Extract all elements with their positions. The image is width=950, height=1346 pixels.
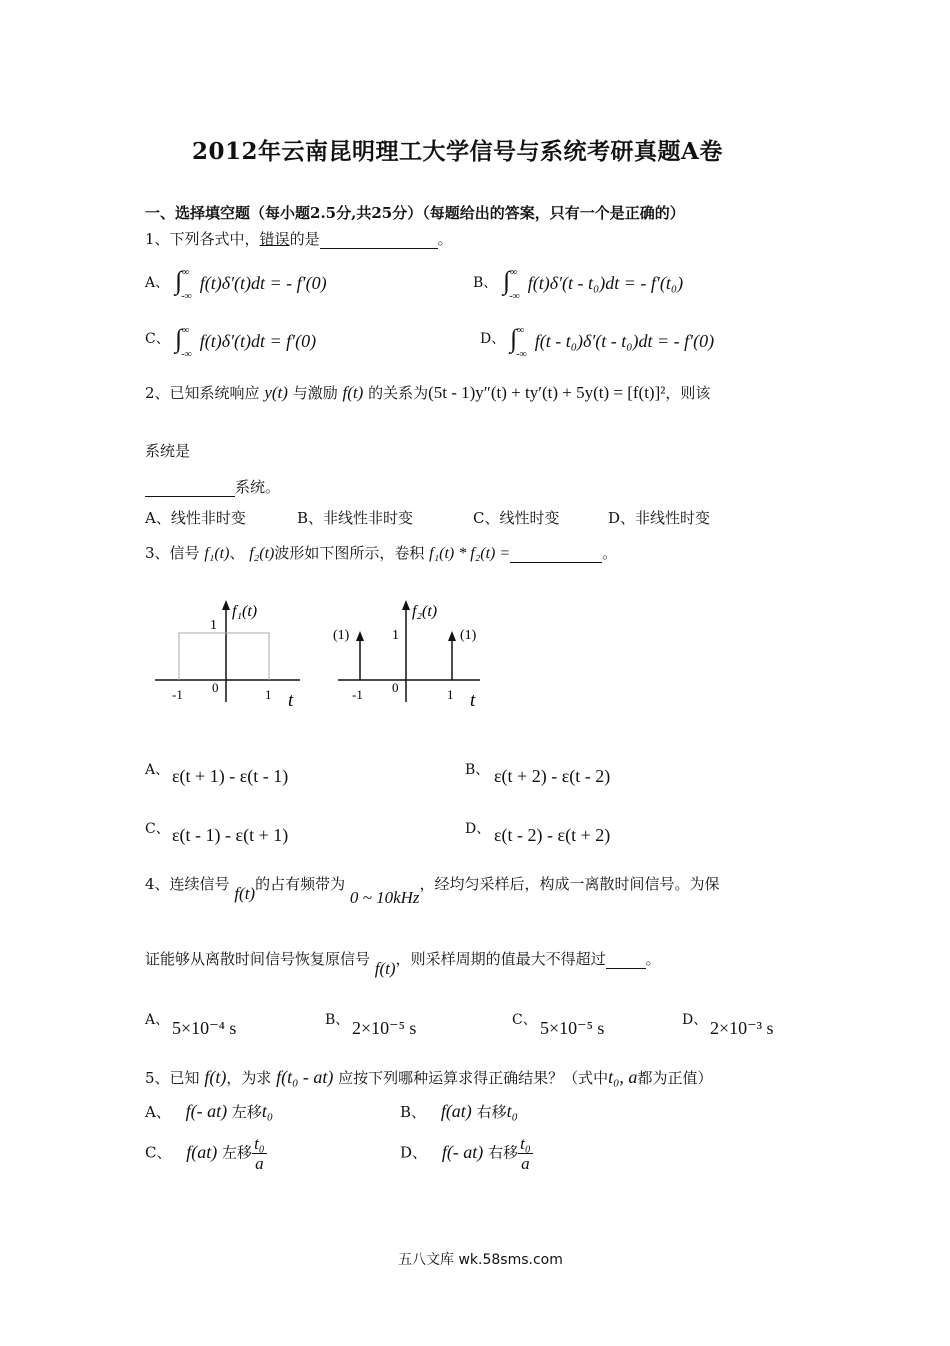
q3-option-d: ε(t - 2) - ε(t + 2) xyxy=(494,825,611,845)
q2-equation: (5t - 1)y″(t) + ty′(t) + 5y(t) = [f(t)]² xyxy=(428,383,666,402)
f2-tick-1: 1 xyxy=(447,687,454,702)
f1-tick-neg1: -1 xyxy=(172,687,183,702)
question-1 xyxy=(145,228,453,249)
f2-height-label: 1 xyxy=(392,628,399,643)
q4-label-d: D、 xyxy=(682,1012,708,1028)
integral-sign: ∫ xyxy=(175,324,183,353)
f2-label: f₂(t) xyxy=(412,603,438,620)
q4-option-d: 2×10⁻³ s xyxy=(710,1018,774,1038)
q2-option-b: B、非线性非时变 xyxy=(297,509,414,527)
f2-impulse-left-arrow xyxy=(356,631,364,641)
q1-answer-blank xyxy=(320,230,438,249)
q2-line3: 系统。 xyxy=(145,476,280,497)
q4-option-c: 5×10⁻⁵ s xyxy=(540,1018,605,1038)
q1-option-c: $\int^\infty_{-\infty}f(t)\delta'(t)dt = f'(0)$ xyxy=(175,324,317,360)
q4-option-b: 2×10⁻⁵ s xyxy=(352,1018,417,1038)
q3-label-a: A、 xyxy=(145,762,170,778)
f2-axis-label: t xyxy=(470,690,476,710)
q4-signal: f(t) xyxy=(234,884,256,903)
q4-line1: 4、连续信号 f(t)的占有频带为 0 ~ 10kHz，经均匀采样后，构成一离散时间信号。为保 xyxy=(145,875,720,907)
q5-option-a: A、 f(- at) 左移t₀ xyxy=(145,1101,274,1121)
q1-label-b: B、 xyxy=(473,275,498,291)
q1-keyword: 错误 xyxy=(259,230,290,248)
q3-f2: f₂(t) xyxy=(249,545,275,562)
q5-target: f(t₀ - at) xyxy=(276,1067,334,1087)
q3-convolution: f₁(t) * f₂(t) = xyxy=(429,545,511,562)
q2-excitation: f(t) xyxy=(342,383,364,402)
q4-line2: 证能够从离散时间信号恢复原信号 f(t)，则采样周期的值最大不得超过 。 xyxy=(145,950,661,978)
q5-option-d: D、 f(- at) 右移 $\frac{\text{t₀}}{a}$ xyxy=(400,1134,531,1173)
q3-option-b: ε(t + 2) - ε(t - 2) xyxy=(494,766,611,786)
q4-label-c: C、 xyxy=(512,1012,537,1028)
question-2: 2、已知系统响应 y(t) 与激励 f(t) 的关系为(5t - 1)y″(t) + ty′(t) + 5y(t) = [f(t)]²，则该 xyxy=(145,383,711,402)
integral-sign: ∫ xyxy=(510,324,518,353)
q4-label-b: B、 xyxy=(325,1012,350,1028)
footer-watermark: 五八文库 wk.58sms.com xyxy=(398,1252,563,1268)
q2-response: y(t) xyxy=(264,383,288,402)
q3-answer-blank xyxy=(510,544,602,563)
q2-option-a: A、线性非时变 xyxy=(145,509,246,527)
q1-label-d: D、 xyxy=(480,331,506,347)
f1-axis-label: t xyxy=(288,690,294,710)
q5-vars: t₀, a xyxy=(608,1067,638,1087)
q2-line2: 系统是 xyxy=(145,442,191,460)
q3-label-c: C、 xyxy=(145,821,170,837)
question-5: 5、已知 f(t)，为求 f(t₀ - at) 应按下列哪种运算求得正确结果？（式中t₀, a都为正值） xyxy=(145,1067,713,1087)
question-3: 3、信号 f₁(t)、 f₂(t)波形如下图所示，卷积 f₁(t) * f₂(t) = 。 xyxy=(145,544,618,562)
q5-option-c: C、 f(at) 左移 $\frac{\text{t₀}}{a}$ xyxy=(145,1134,265,1173)
q5-f: f(t) xyxy=(204,1067,227,1087)
q5-fraction: $\frac{\text{t₀}}{a}$ xyxy=(520,1134,531,1173)
q1-option-a: $\int^\infty_{-\infty}f(t)\delta'(t)dt$ = - f′(0) xyxy=(175,266,327,302)
q4-answer-blank xyxy=(606,950,646,969)
q5-fraction: $\frac{\text{t₀}}{a}$ xyxy=(254,1134,265,1173)
q1-suffix: 的是 xyxy=(289,230,320,248)
f2-impulse-right-label: (1) xyxy=(460,628,477,643)
f1-tick-1: 1 xyxy=(265,687,272,702)
f2-impulse-right-arrow xyxy=(448,631,456,641)
q1-label-a: A、 xyxy=(145,275,170,291)
page-title: 2012年云南昆明理工大学信号与系统考研真题A卷 xyxy=(192,138,723,165)
f1-label: f₁(t) xyxy=(232,603,258,620)
q3-option-a: ε(t + 1) - ε(t - 1) xyxy=(172,766,289,786)
q4-label-a: A、 xyxy=(145,1012,170,1028)
f1-pulse xyxy=(179,633,269,680)
figure-f1 xyxy=(150,598,310,710)
q2-option-d: D、非线性时变 xyxy=(608,509,711,527)
section-heading: 一、选择填空题（每小题2.5分,共25分）（每题给出的答案，只有一个是正确的） xyxy=(145,204,685,222)
q1-option-d: $\int^\infty_{-\infty}f(t - t_0)\delta'(t - t_0)dt$ = - f′(0) xyxy=(510,324,715,360)
q1-option-b: $\int^\infty_{-\infty}f(t)\delta'(t - t_0)dt$ = - f′(t₀) xyxy=(503,266,684,302)
q4-signal-2: f(t) xyxy=(374,959,396,978)
q3-f1: f₁(t) xyxy=(204,545,230,562)
q2-option-c: C、线性时变 xyxy=(473,509,560,527)
q4-band: 0 ~ 10kHz xyxy=(349,888,420,907)
f2-tick-0: 0 xyxy=(392,680,399,695)
integral-sign: ∫ xyxy=(175,266,183,295)
f1-y-arrow xyxy=(222,600,230,610)
f2-y-arrow xyxy=(402,600,410,610)
q4-option-a: 5×10⁻⁴ s xyxy=(172,1018,237,1038)
f1-tick-0: 0 xyxy=(212,680,219,695)
q1-prefix: 1、下列各式中， xyxy=(145,230,260,248)
integral-sign: ∫ xyxy=(503,266,511,295)
figure-f2 xyxy=(330,596,490,710)
q3-label-b: B、 xyxy=(465,762,490,778)
f2-impulse-left-label: (1) xyxy=(333,628,350,643)
q1-end: 。 xyxy=(437,230,453,248)
f2-tick-neg1: -1 xyxy=(352,687,363,702)
q3-label-d: D、 xyxy=(465,821,491,837)
f1-height-label: 1 xyxy=(210,618,217,633)
q1-label-c: C、 xyxy=(145,331,170,347)
q5-option-b: B、 f(at) 右移t₀ xyxy=(400,1101,518,1121)
q3-option-c: ε(t - 1) - ε(t + 1) xyxy=(172,825,289,845)
q2-answer-blank xyxy=(145,478,235,497)
